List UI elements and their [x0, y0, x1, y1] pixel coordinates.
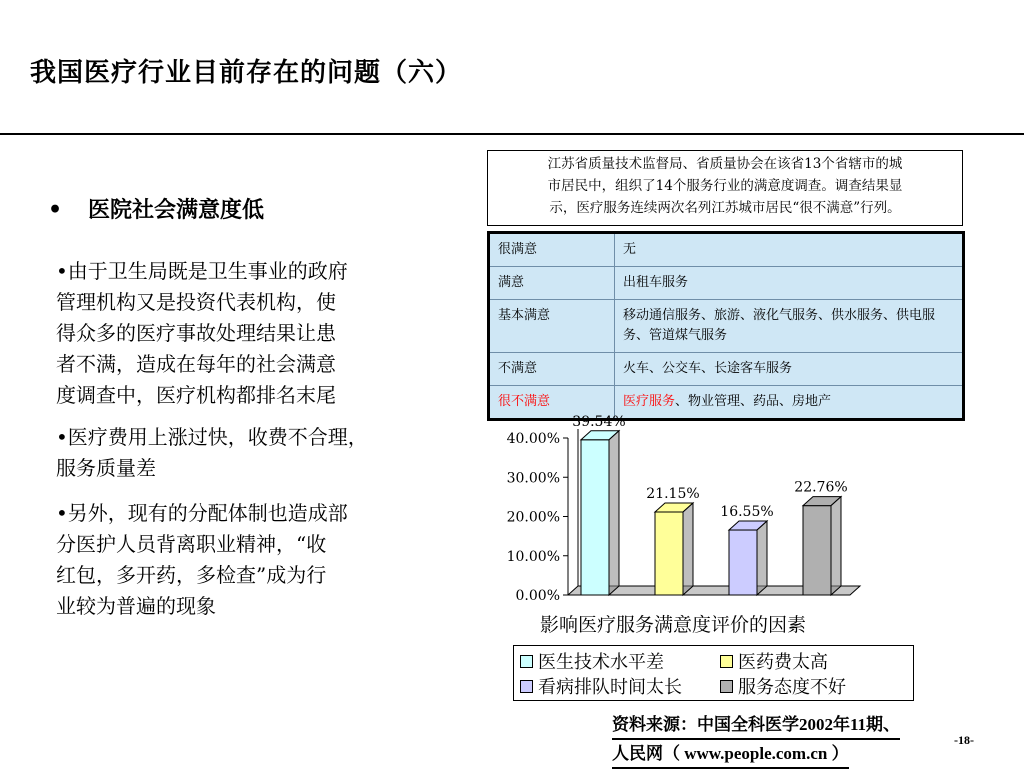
service-items: 无: [615, 233, 964, 267]
table-row: [489, 300, 964, 353]
legend-label: 服务态度不好: [738, 677, 846, 698]
paragraph-line: 度调查中，医疗机构都排名末尾: [56, 383, 336, 407]
legend-swatch: [720, 680, 733, 693]
satisfaction-level: 很满意: [489, 233, 615, 267]
data-label: 39.54%: [572, 413, 626, 430]
note-line: 市居民中，组织了14个服务行业的满意度调查。调查结果显: [547, 178, 903, 194]
table-row: [489, 353, 964, 386]
satisfaction-bar-chart: [480, 410, 900, 610]
bar: [729, 530, 757, 595]
service-items: 火车、公交车、长途客车服务: [615, 353, 964, 386]
paragraph-3: [56, 498, 348, 622]
data-label: 16.55%: [720, 504, 774, 521]
legend-item: [520, 674, 682, 698]
bar-side: [757, 521, 767, 595]
legend-item: [520, 649, 664, 673]
source-citation: [612, 711, 900, 769]
section-heading-text: 医院社会满意度低: [88, 197, 265, 223]
section-heading: [48, 193, 264, 224]
table-row: [489, 267, 964, 300]
satisfaction-level: 不满意: [489, 353, 615, 386]
service-items: 出租车服务: [615, 267, 964, 300]
highlighted-service: 医疗服务: [623, 394, 676, 409]
y-tick-label: 10.00%: [506, 548, 560, 565]
satisfaction-table: [487, 231, 965, 421]
y-tick-label: 30.00%: [506, 470, 560, 487]
paragraph-line: 红包，多开药，多检查”成为行: [56, 563, 327, 587]
legend-label: 看病排队时间太长: [538, 677, 682, 698]
chart-legend: [513, 645, 914, 701]
paragraph-line: 服务质量差: [56, 456, 156, 480]
service-items: 移动通信服务、旅游、液化气服务、供水服务、供电服务、管道煤气服务: [615, 300, 964, 353]
title-divider: [0, 133, 1024, 135]
legend-swatch: [720, 655, 733, 668]
paragraph-line: 得众多的医疗事故处理结果让患: [56, 321, 336, 345]
note-line: 示，医疗服务连续两次名列江苏城市居民“很不满意”行列。: [549, 200, 901, 216]
legend-label: 医生技术水平差: [538, 652, 664, 673]
bar-side: [609, 431, 619, 595]
legend-label: 医药费太高: [738, 652, 828, 673]
table-row: [489, 233, 964, 267]
y-tick-label: 20.00%: [506, 509, 560, 526]
bar-side: [683, 503, 693, 595]
source-line: 人民网（ www.people.com.cn ）: [612, 740, 849, 769]
legend-swatch: [520, 655, 533, 668]
page-title: 我国医疗行业目前存在的问题（六）: [30, 58, 463, 88]
legend-swatch: [520, 680, 533, 693]
satisfaction-level: 很不满意: [489, 386, 615, 420]
paragraph-line: 管理机构又是投资代表机构，使: [56, 290, 336, 314]
satisfaction-level: 满意: [489, 267, 615, 300]
y-tick-label: 0.00%: [515, 588, 560, 604]
paragraph-line: •另外，现有的分配体制也造成部: [56, 501, 348, 525]
legend-item: [720, 674, 846, 698]
satisfaction-level: 基本满意: [489, 300, 615, 353]
paragraph-1: [56, 256, 348, 411]
paragraph-line: 业较为普遍的现象: [56, 594, 216, 618]
y-tick-label: 40.00%: [506, 431, 560, 447]
bullet-dot: •: [48, 197, 63, 223]
bar-side: [831, 497, 841, 595]
data-label: 22.76%: [794, 479, 848, 496]
paragraph-line: 分医护人员背离职业精神，“收: [56, 532, 327, 556]
paragraph-line: •由于卫生局既是卫生事业的政府: [56, 259, 348, 283]
bar: [655, 512, 683, 595]
bar: [803, 506, 831, 595]
survey-note-box: [487, 150, 963, 226]
bar: [581, 440, 609, 595]
paragraph-line: 者不满，造成在每年的社会满意: [56, 352, 336, 376]
note-line: 江苏省质量技术监督局、省质量协会在该省13个省辖市的城: [547, 156, 903, 172]
x-axis-label: 影响医疗服务满意度评价的因素: [540, 614, 807, 636]
service-items: 医疗服务、物业管理、药品、房地产: [615, 386, 964, 420]
paragraph-2: [56, 422, 368, 484]
page-number: -18-: [954, 733, 974, 747]
data-label: 21.15%: [646, 485, 700, 502]
legend-item: [720, 649, 828, 673]
source-line: 资料来源：中国全科医学2002年11期、: [612, 711, 900, 740]
paragraph-line: •医疗费用上涨过快，收费不合理，: [56, 425, 368, 449]
